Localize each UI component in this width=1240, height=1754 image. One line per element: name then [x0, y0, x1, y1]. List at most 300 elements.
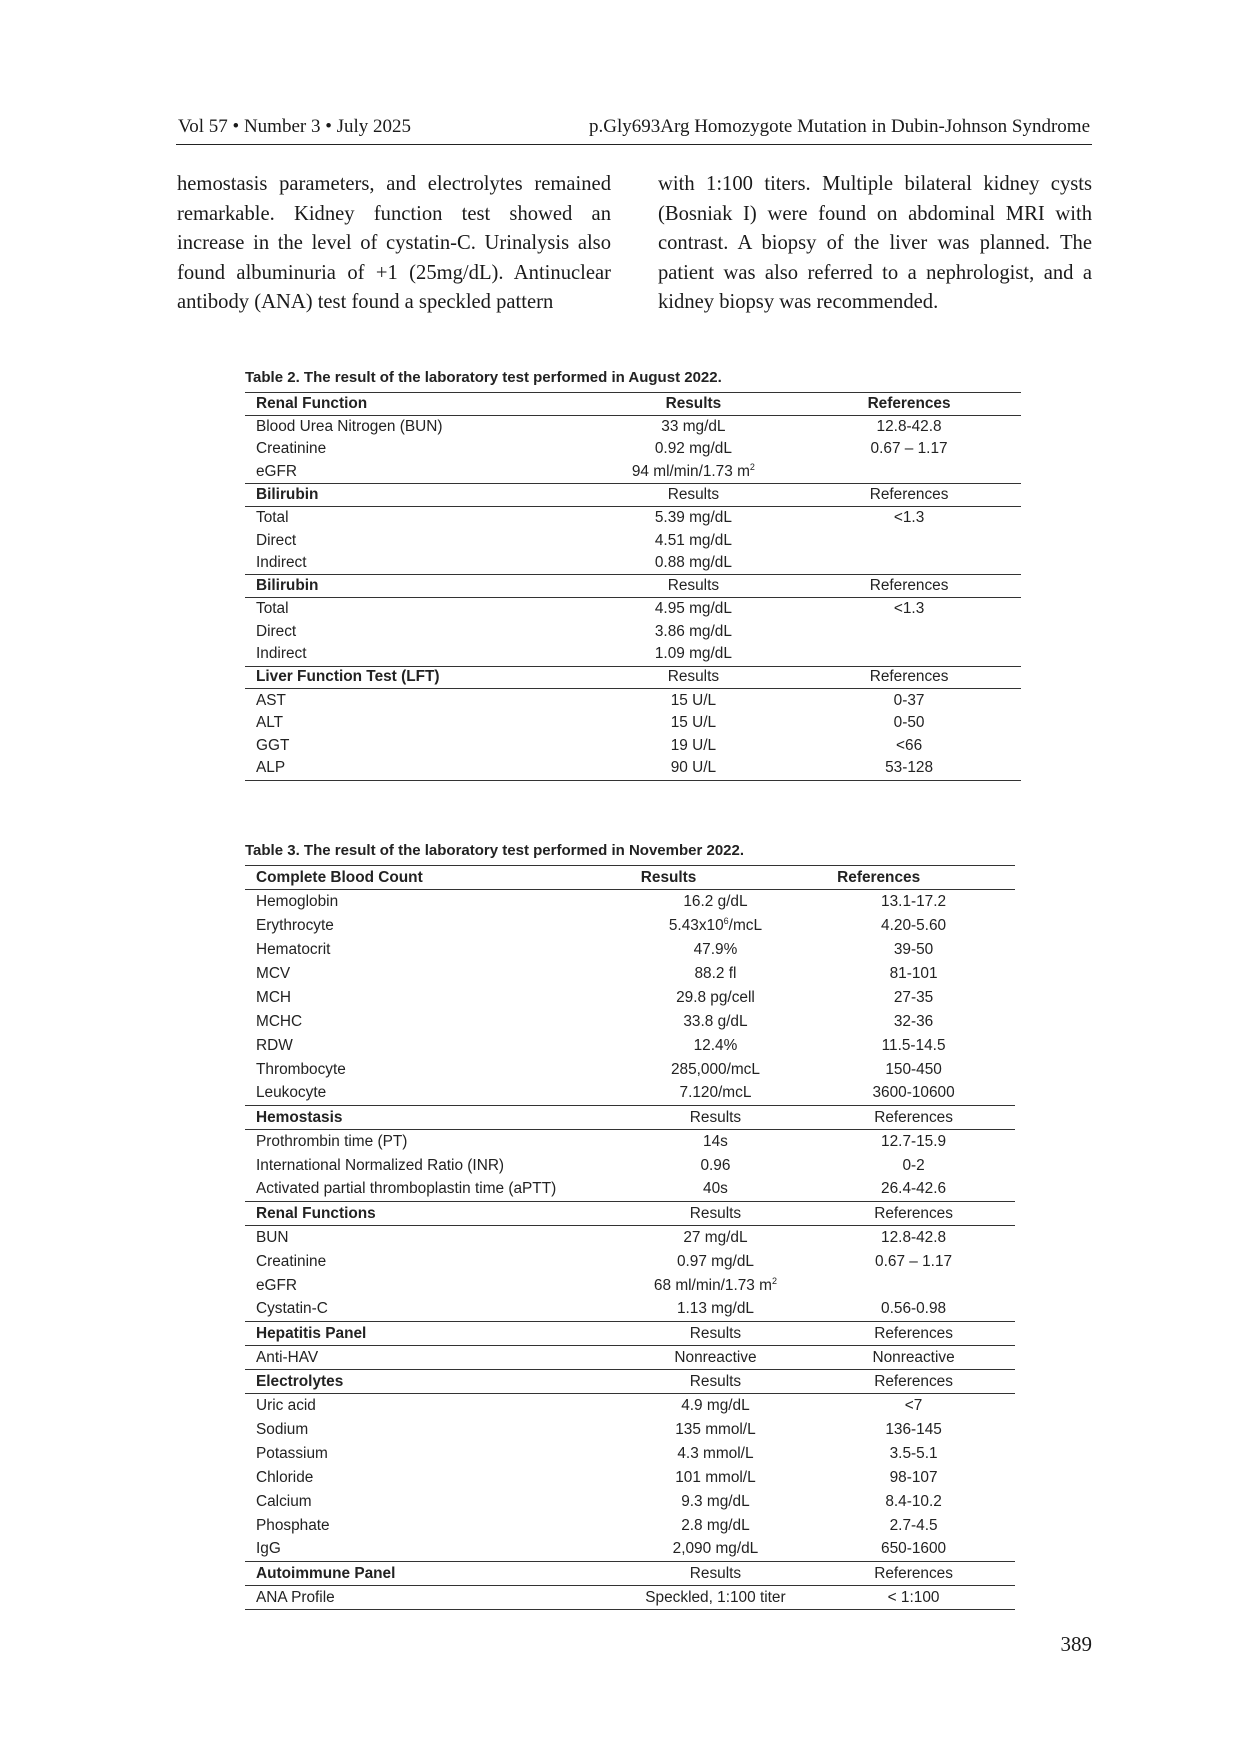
- table-row: [245, 890, 1015, 914]
- table-cell-result: [619, 1370, 812, 1394]
- table-cell-label: [245, 393, 590, 416]
- cell-text: References: [874, 1204, 953, 1222]
- lab-results-table: [245, 865, 1015, 1610]
- table-cell-result: [619, 1442, 812, 1466]
- table-cell-reference: [812, 1370, 1015, 1394]
- table-cell-result: [590, 620, 798, 643]
- cell-text: 0-50: [893, 714, 925, 732]
- cell-text: 4.51 mg/dL: [654, 531, 732, 549]
- table-cell-reference: [812, 1514, 1015, 1538]
- table-cell-label: [245, 1298, 619, 1322]
- table-cell-reference: [812, 1034, 1015, 1058]
- cell-text: Results: [665, 394, 722, 412]
- table-row: [245, 712, 1021, 735]
- table-cell-reference: [812, 986, 1015, 1010]
- table-cell-reference: [812, 1298, 1015, 1322]
- table-cell-label: [245, 938, 619, 962]
- cell-text: Potassium: [256, 1444, 328, 1462]
- table-row: [245, 415, 1021, 438]
- table-row: [245, 1226, 1015, 1250]
- table-row: [245, 1490, 1015, 1514]
- table-cell-reference: [797, 461, 1021, 484]
- table-cell-result: [619, 1418, 812, 1442]
- table-cell-label: [245, 1562, 619, 1586]
- table-cell-reference: [812, 938, 1015, 962]
- table-cell-reference: [812, 1538, 1015, 1562]
- table-cell-label: [245, 1490, 619, 1514]
- cell-text: References: [874, 1372, 953, 1390]
- table-row: [245, 1298, 1015, 1322]
- cell-text: BUN: [256, 1228, 289, 1246]
- cell-text: RDW: [256, 1036, 293, 1054]
- table-cell-result: [590, 415, 798, 438]
- table-cell-reference: [812, 1106, 1015, 1130]
- cell-text: 40s: [703, 1180, 728, 1198]
- cell-text: 90 U/L: [670, 759, 717, 777]
- cell-text: 68 ml/min/1.73 m: [653, 1277, 772, 1295]
- table-row: [245, 1058, 1015, 1082]
- table-cell-result: [590, 712, 798, 735]
- cell-text: MCV: [256, 964, 291, 982]
- cell-text: Anti-HAV: [256, 1348, 319, 1366]
- table-cell-reference: [797, 506, 1021, 529]
- cell-text: Direct: [256, 531, 297, 549]
- cell-text: 4.3 mmol/L: [677, 1444, 754, 1462]
- table-cell-label: [245, 1322, 619, 1346]
- table-cell-label: [245, 1178, 619, 1202]
- cell-text: 0.97 mg/dL: [676, 1252, 754, 1270]
- lab-results-table: [245, 392, 1021, 781]
- table-cell-reference: [812, 1586, 1015, 1610]
- cell-text: 0.88 mg/dL: [654, 554, 732, 572]
- unit-suffix: /mcL: [728, 917, 763, 935]
- cell-text: 285,000/mcL: [670, 1060, 760, 1078]
- table-cell-reference: [797, 689, 1021, 712]
- table-cell-result: [619, 1058, 812, 1082]
- table-cell-result: [619, 1514, 812, 1538]
- table-cell-result: [590, 643, 798, 666]
- table-row: [245, 734, 1021, 757]
- cell-text: eGFR: [256, 1276, 298, 1294]
- page-number: 389: [1060, 1632, 1092, 1656]
- cell-text: Results: [689, 1324, 742, 1342]
- cell-text: Results: [667, 577, 720, 595]
- cell-text: Results: [689, 1108, 742, 1126]
- cell-text: 15 U/L: [670, 714, 717, 732]
- cell-text: 0.96: [700, 1156, 731, 1174]
- table-cell-result: [619, 1178, 812, 1202]
- table-cell-result: [590, 575, 798, 598]
- cell-text: 5.39 mg/dL: [654, 509, 732, 527]
- table-row: [245, 1346, 1015, 1370]
- table-cell-reference: [797, 575, 1021, 598]
- table-cell-reference: [812, 1274, 1015, 1298]
- table-cell-reference: [797, 529, 1021, 552]
- table-cell-label: [245, 506, 590, 529]
- table-section-header: [245, 393, 1021, 416]
- table-cell-reference: [797, 393, 1021, 416]
- table-cell-label: [245, 415, 590, 438]
- table-row: [245, 620, 1021, 643]
- cell-text: Complete Blood Count: [256, 868, 423, 886]
- table-cell-label: [245, 890, 619, 914]
- table-cell-reference: [797, 438, 1021, 461]
- cell-text: 12.7-15.9: [881, 1132, 947, 1150]
- cell-text: Creatinine: [256, 1252, 327, 1270]
- cell-text: <7: [904, 1396, 923, 1414]
- table-cell-label: [245, 598, 590, 621]
- table-cell-label: [245, 666, 590, 689]
- table-cell-result: [619, 1106, 812, 1130]
- table-section-header: [245, 484, 1021, 507]
- table-row: [245, 986, 1015, 1010]
- cell-text: Nonreactive: [674, 1348, 757, 1366]
- cell-text: Results: [667, 486, 720, 504]
- table-cell-label: [245, 438, 590, 461]
- cell-text: 15 U/L: [670, 691, 717, 709]
- cell-text: MCHC: [256, 1012, 303, 1030]
- cell-text: 0.92 mg/dL: [654, 440, 732, 458]
- cell-text: Direct: [256, 622, 297, 640]
- table-row: [245, 506, 1021, 529]
- cell-text: Renal Function: [256, 394, 368, 412]
- table-row: [245, 643, 1021, 666]
- table-cell-result: [590, 552, 798, 575]
- table-cell-label: [245, 1442, 619, 1466]
- table-cell-reference: [797, 620, 1021, 643]
- cell-text: 4.95 mg/dL: [654, 600, 732, 618]
- cell-text: 12.8-42.8: [881, 1228, 947, 1246]
- table-cell-label: [245, 1010, 619, 1034]
- table-cell-reference: [812, 1226, 1015, 1250]
- table-cell-reference: [797, 666, 1021, 689]
- table-row: [245, 438, 1021, 461]
- table-cell-reference: [812, 1442, 1015, 1466]
- table-cell-label: [245, 962, 619, 986]
- cell-text: 26.4-42.6: [881, 1180, 947, 1198]
- table-row: [245, 938, 1015, 962]
- cell-text: Electrolytes: [256, 1372, 344, 1390]
- cell-text: Results: [689, 1372, 742, 1390]
- superscript: 2: [771, 1275, 777, 1286]
- cell-text: 12.8-42.8: [876, 417, 942, 435]
- superscript: 6: [723, 915, 729, 926]
- table-cell-result: [619, 962, 812, 986]
- cell-text: 5.43x10: [668, 917, 724, 935]
- cell-text: Calcium: [256, 1492, 312, 1510]
- table-row: [245, 1010, 1015, 1034]
- cell-text: 1.13 mg/dL: [676, 1300, 754, 1318]
- table-row: [245, 461, 1021, 484]
- table-cell-label: [245, 575, 590, 598]
- table-cell-label: [245, 1250, 619, 1274]
- table-cell-result: [619, 914, 812, 938]
- table-cell-label: [245, 734, 590, 757]
- table-row: [245, 914, 1015, 938]
- table-cell-reference: [812, 890, 1015, 914]
- table-row: [245, 1586, 1015, 1610]
- table-cell-reference: [812, 1490, 1015, 1514]
- cell-text: Nonreactive: [872, 1348, 955, 1366]
- cell-text: 14s: [703, 1132, 728, 1150]
- cell-text: <1.3: [893, 600, 925, 618]
- table-row: [245, 1514, 1015, 1538]
- cell-text: 47.9%: [693, 940, 738, 958]
- table-cell-label: [245, 1058, 619, 1082]
- body-column-left: [177, 170, 611, 318]
- cell-text: ALP: [256, 759, 286, 777]
- cell-text: AST: [256, 691, 286, 709]
- table-cell-label: [245, 484, 590, 507]
- table-row: [245, 552, 1021, 575]
- table-cell-reference: [812, 1082, 1015, 1106]
- cell-text: ANA Profile: [256, 1588, 335, 1606]
- cell-text: MCH: [256, 988, 292, 1006]
- table-cell-result: [590, 598, 798, 621]
- table-cell-reference: [797, 415, 1021, 438]
- table-section-header: [245, 1562, 1015, 1586]
- cell-text: References: [869, 486, 949, 504]
- table-cell-reference: [797, 598, 1021, 621]
- table-section-header: [245, 666, 1021, 689]
- cell-text: 3.5-5.1: [889, 1444, 938, 1462]
- table-cell-result: [619, 1010, 812, 1034]
- table-cell-reference: [812, 1130, 1015, 1154]
- cell-text: 136-145: [885, 1420, 942, 1438]
- table-section-header: [245, 1106, 1015, 1130]
- table-section-header: [245, 1202, 1015, 1226]
- table-row: [245, 1130, 1015, 1154]
- table-row: [245, 757, 1021, 780]
- table-section-header: [245, 866, 1015, 890]
- table-cell-result: [619, 1154, 812, 1178]
- table-cell-result: [619, 1322, 812, 1346]
- table-cell-reference: [812, 1058, 1015, 1082]
- table-row: [245, 1418, 1015, 1442]
- cell-text: 27-35: [893, 988, 934, 1006]
- cell-text: 81-101: [889, 964, 938, 982]
- cell-text: Chloride: [256, 1468, 314, 1486]
- cell-text: References: [874, 1324, 953, 1342]
- cell-text: 135 mmol/L: [675, 1420, 756, 1438]
- cell-text: 27 mg/dL: [683, 1228, 748, 1246]
- cell-text: 88.2 fl: [694, 964, 737, 982]
- cell-text: Leukocyte: [256, 1084, 327, 1102]
- cell-text: 1.09 mg/dL: [654, 645, 732, 663]
- cell-text: Results: [640, 868, 697, 886]
- cell-text: 2,090 mg/dL: [672, 1540, 759, 1558]
- cell-text: Indirect: [256, 645, 307, 663]
- table-cell-reference: [812, 1346, 1015, 1370]
- table-row: [245, 689, 1021, 712]
- table-cell-result: [619, 1274, 812, 1298]
- table-cell-result: [590, 529, 798, 552]
- cell-text: References: [869, 577, 949, 595]
- table-cell-result: [619, 1466, 812, 1490]
- body-column-right: [658, 170, 1092, 318]
- cell-text: 16.2 g/dL: [683, 892, 748, 910]
- table-section-header: [245, 575, 1021, 598]
- table-cell-result: [619, 1082, 812, 1106]
- cell-text: 3600-10600: [872, 1084, 955, 1102]
- cell-text: IgG: [256, 1540, 281, 1558]
- cell-text: Autoimmune Panel: [256, 1564, 396, 1582]
- table-cell-label: [245, 620, 590, 643]
- cell-text: Hepatitis Panel: [256, 1324, 367, 1342]
- journal-volume-info: Vol 57 • Number 3 • July 2025: [178, 116, 412, 137]
- table-cell-label: [245, 1226, 619, 1250]
- table-cell-result: [590, 461, 798, 484]
- table-cell-reference: [812, 1562, 1015, 1586]
- table-cell-label: [245, 1082, 619, 1106]
- cell-text: Liver Function Test (LFT): [256, 668, 440, 686]
- cell-text: 0.67 – 1.17: [870, 440, 948, 458]
- cell-text: 101 mmol/L: [675, 1468, 756, 1486]
- table-cell-reference: [812, 1154, 1015, 1178]
- table-row: [245, 598, 1021, 621]
- table-cell-result: [590, 689, 798, 712]
- table-cell-result: [619, 986, 812, 1010]
- table-cell-result: [619, 1226, 812, 1250]
- table-2: [245, 369, 1021, 781]
- body-paragraph: hemostasis parameters, and electrolytes remained remarkable. Kidney function test showed an increase in the level of cystatin-C. Urinalysis also found albuminuria of +1 (25mg/dL). Antinuclear antibody (ANA) test found a speckled pattern: [177, 173, 611, 313]
- table-cell-reference: [797, 734, 1021, 757]
- cell-text: Hemostasis: [256, 1108, 343, 1126]
- cell-text: Thrombocyte: [256, 1060, 346, 1078]
- cell-text: 2.8 mg/dL: [681, 1516, 750, 1534]
- cell-text: Renal Functions: [256, 1204, 376, 1222]
- table-row: [245, 529, 1021, 552]
- table-3: [245, 842, 1015, 1610]
- cell-text: Blood Urea Nitrogen (BUN): [256, 417, 443, 435]
- cell-text: Total: [256, 509, 289, 527]
- table-cell-label: [245, 552, 590, 575]
- table-cell-label: [245, 1586, 619, 1610]
- cell-text: 0.56-0.98: [881, 1300, 947, 1318]
- table-cell-reference: [812, 1394, 1015, 1418]
- cell-text: Speckled, 1:100 titer: [645, 1588, 786, 1606]
- cell-text: 19 U/L: [670, 736, 717, 754]
- table-cell-label: [245, 1466, 619, 1490]
- cell-text: 0-37: [893, 691, 925, 709]
- table-row: [245, 1466, 1015, 1490]
- table-cell-result: [619, 1586, 812, 1610]
- cell-text: 29.8 pg/cell: [676, 988, 755, 1006]
- table-cell-result: [619, 866, 812, 890]
- table-cell-reference: [797, 552, 1021, 575]
- table-cell-result: [619, 1202, 812, 1226]
- table-row: [245, 1178, 1015, 1202]
- table-cell-result: [619, 1562, 812, 1586]
- table-cell-result: [590, 757, 798, 780]
- table-cell-result: [590, 506, 798, 529]
- cell-text: International Normalized Ratio (INR): [256, 1156, 505, 1174]
- table-cell-result: [619, 1490, 812, 1514]
- table-cell-label: [245, 1418, 619, 1442]
- table-cell-label: [245, 1154, 619, 1178]
- cell-text: <1.3: [893, 509, 925, 527]
- table-caption: Table 3. The result of the laboratory test performed in November 2022.: [245, 842, 745, 859]
- table-cell-label: [245, 1346, 619, 1370]
- running-title: p.Gly693Arg Homozygote Mutation in Dubin-Johnson Syndrome: [588, 116, 1090, 137]
- table-cell-reference: [812, 914, 1015, 938]
- cell-text: Indirect: [256, 554, 307, 572]
- cell-text: Hemoglobin: [256, 892, 339, 910]
- table-cell-reference: [812, 1466, 1015, 1490]
- cell-text: Bilirubin: [256, 486, 319, 504]
- cell-text: 13.1-17.2: [881, 892, 947, 910]
- table-cell-label: [245, 914, 619, 938]
- table-cell-result: [590, 484, 798, 507]
- cell-text: 11.5-14.5: [881, 1036, 946, 1054]
- table-row: [245, 1250, 1015, 1274]
- table-cell-reference: [812, 1250, 1015, 1274]
- table-cell-result: [619, 1130, 812, 1154]
- table-cell-reference: [797, 712, 1021, 735]
- table-cell-result: [619, 1298, 812, 1322]
- table-cell-label: [245, 866, 619, 890]
- table-cell-label: [245, 1034, 619, 1058]
- table-row: [245, 1538, 1015, 1562]
- cell-text: Prothrombin time (PT): [256, 1132, 408, 1150]
- cell-text: Results: [689, 1564, 742, 1582]
- table-cell-label: [245, 461, 590, 484]
- cell-text: 12.4%: [693, 1036, 738, 1054]
- table-cell-reference: [812, 1178, 1015, 1202]
- cell-text: Hematocrit: [256, 940, 331, 958]
- table-section-header: [245, 1322, 1015, 1346]
- cell-text: Total: [256, 600, 289, 618]
- cell-text: eGFR: [256, 463, 298, 481]
- table-row: [245, 1154, 1015, 1178]
- table-cell-label: [245, 1274, 619, 1298]
- cell-text: References: [874, 1564, 953, 1582]
- cell-text: Erythrocyte: [256, 916, 334, 934]
- cell-text: 0.67 – 1.17: [875, 1252, 953, 1270]
- table-caption: Table 2. The result of the laboratory test performed in August 2022.: [245, 369, 722, 386]
- cell-text: References: [869, 668, 949, 686]
- table-cell-result: [590, 666, 798, 689]
- cell-text: Bilirubin: [256, 577, 319, 595]
- table-cell-label: [245, 643, 590, 666]
- table-cell-result: [619, 1346, 812, 1370]
- cell-text: References: [867, 394, 951, 412]
- table-cell-label: [245, 689, 590, 712]
- cell-text: 33.8 g/dL: [683, 1012, 748, 1030]
- table-section-header: [245, 1370, 1015, 1394]
- table-row: [245, 1394, 1015, 1418]
- table-cell-label: [245, 757, 590, 780]
- running-header: [176, 116, 1092, 145]
- cell-text: Cystatin-C: [256, 1300, 328, 1318]
- cell-text: 3.86 mg/dL: [654, 622, 732, 640]
- superscript: 2: [749, 462, 755, 473]
- table-cell-result: [619, 1394, 812, 1418]
- cell-text: 2.7-4.5: [889, 1516, 938, 1534]
- table-cell-label: [245, 1538, 619, 1562]
- cell-text: 4.9 mg/dL: [681, 1396, 750, 1414]
- cell-text: 39-50: [893, 940, 934, 958]
- cell-text: < 1:100: [887, 1588, 940, 1606]
- table-cell-reference: [797, 643, 1021, 666]
- table-cell-result: [590, 734, 798, 757]
- cell-text: 94 ml/min/1.73 m: [631, 463, 750, 481]
- table-cell-label: [245, 712, 590, 735]
- cell-text: 53-128: [885, 759, 934, 777]
- table-cell-result: [619, 1538, 812, 1562]
- table-row: [245, 1082, 1015, 1106]
- cell-text: Phosphate: [256, 1516, 330, 1534]
